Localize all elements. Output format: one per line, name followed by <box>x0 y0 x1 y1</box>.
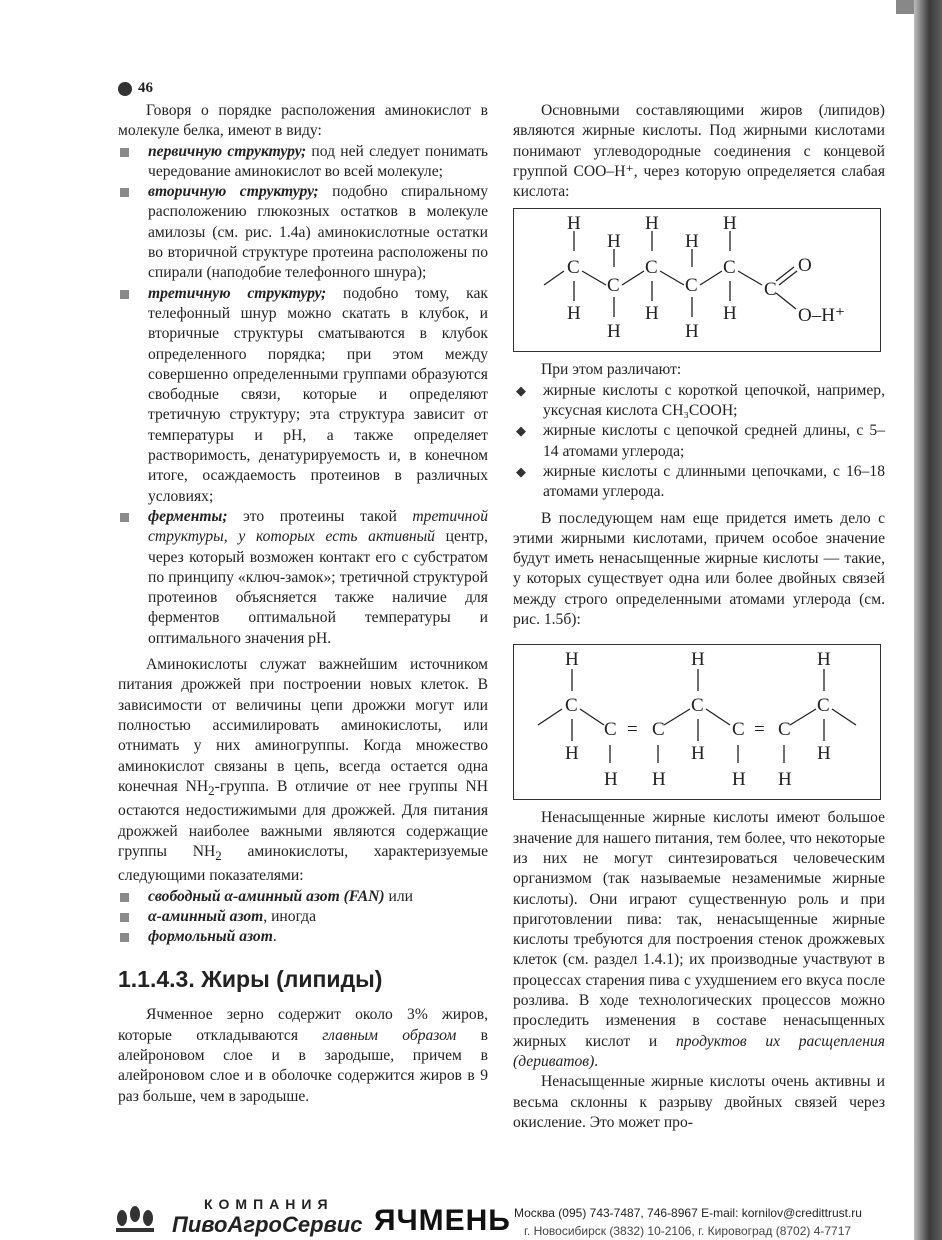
atom-label: H <box>604 769 618 791</box>
distinguish-label: При этом различают: <box>541 361 682 379</box>
fats-paragraph <box>118 1005 488 1106</box>
atom-label: C <box>723 257 736 279</box>
double-bond: = <box>627 719 638 741</box>
company-caption: КОМПАНИЯ <box>204 1196 334 1212</box>
fatty-acids-intro: Основными составляющими жиров (липидов) являются жирные кислоты. Под жирными кислотами понимают углеводородные соединения с концевой группой COO–H⁺, через которую определяется слабая кислота: <box>513 102 885 201</box>
atom-label: C <box>567 257 580 279</box>
list-item <box>513 381 885 422</box>
page-number-text: 46 <box>138 80 153 96</box>
brand-word: ЯЧМЕНЬ <box>374 1204 511 1237</box>
square-bullet-icon <box>120 933 129 942</box>
list-item-text: подобно спиральному расположению глюкозных остатков в молекуле амилозы (см. рис. 1.4а) аминокислотные остатки во вторичной структуре протеина расположены по спирали (наподобие телефонного шнура); <box>148 183 489 282</box>
atom-label: H <box>607 321 621 343</box>
list-item-text: жирные кислоты с цепочкой средней длины, с 5–14 атомами углерода; <box>543 422 885 460</box>
atom-label: O <box>798 255 812 277</box>
atom-label: C <box>652 719 665 741</box>
atom-label: C <box>607 275 620 297</box>
square-bullet-icon <box>120 188 129 197</box>
unsaturated-structure-diagram <box>514 645 880 799</box>
unsaturated-formula <box>513 644 881 800</box>
list-item <box>118 907 488 927</box>
diamond-bullet-icon: ◆ <box>516 382 526 398</box>
list-item-text: центр, через который возможен контакт его с субстратом по принципу «ключ-замок»; третичной структурой протеинов объясняется также наличие для ферментов оптимальной температуры и оптимального значения pH. <box>148 528 488 647</box>
atom-label: C <box>691 695 704 717</box>
list-item <box>513 421 885 462</box>
atom-label: H <box>645 303 659 325</box>
paragraph-text: Ненасыщенные жирные кислоты имеют большое значение для нашего питания, тем более, что некоторые из них не могут синтезироваться человеческим организмом (так называемые незаменимые жирные кислоты). Они играют существенную роль и при приготовлении пива: так, ненасыщенные жирные кислоты требуются для построения стенок дрожжевых клеток (см. раздел 1.4.1); их производные участвуют в процессах старения пива с ухудшением его вкуса после розлива. В ходе технологических процессов можно проследить изменения в составе ненасыщенных жирных кислот и <box>513 809 885 1050</box>
contact-line-secondary: г. Новосибирск (3832) 10-2106, г. Кировоград (8702) 4-7717 <box>524 1224 852 1238</box>
page-number-dot-icon <box>118 82 132 96</box>
atom-label: H <box>817 649 831 671</box>
term: формольный азот <box>148 928 273 946</box>
subscript: 2 <box>215 847 222 863</box>
subscript: 2 <box>208 782 215 798</box>
page-number <box>118 80 153 97</box>
square-bullet-icon <box>120 893 129 902</box>
atom-label: C <box>732 719 745 741</box>
term: свободный α-аминный азот (FAN) <box>148 887 385 905</box>
atom-label: H <box>817 743 831 765</box>
page-edge-fold <box>896 0 914 14</box>
paragraph-italic: продуктов их расщепления (дериватов) <box>513 1032 885 1070</box>
diamond-bullet-icon: ◆ <box>516 423 526 439</box>
square-bullet-icon <box>120 513 129 522</box>
list-item-text: под ней следует понимать чередование аминокислот во всей молекуле; <box>148 142 488 180</box>
term: третичную структуру; <box>148 284 327 302</box>
paragraph-text: -группа. В отличие от нее группы NH остаются недостижимыми для дрожжей. Для питания дрожжей наиболее важными являются содержащие группы NH <box>118 777 488 860</box>
fatty-acid-formula <box>513 208 881 352</box>
atom-label: C <box>685 275 698 297</box>
company-name: ПивоАгроСервис <box>172 1212 363 1237</box>
paragraph-text: . <box>594 1052 599 1070</box>
atom-label: H <box>565 743 579 765</box>
list-item <box>118 142 488 183</box>
atom-label: C <box>764 279 777 301</box>
list-item <box>118 182 488 283</box>
term: ферменты; <box>148 507 228 525</box>
paragraph-text: Ячменное зерно содержит около 3% жиров, которые откладываются <box>118 1006 488 1044</box>
atom-label: C <box>604 719 617 741</box>
atom-label: H <box>691 649 705 671</box>
atom-label: H <box>778 769 792 791</box>
atom-label: H <box>607 231 621 253</box>
oxidation-paragraph: Ненасыщенные жирные кислоты очень активны и весьма склонны к разрыву двойных связей через окисление. Это может про- <box>513 1073 885 1131</box>
right-column <box>513 101 885 1133</box>
atom-label: C <box>817 695 830 717</box>
list-item <box>513 462 885 503</box>
paragraph-text: Аминокислоты служат важнейшим источником питания дрожжей при построении новых клеток. В зависимости от величины цепи дрожжи могут или полностью ассимилировать аминокислоты, или отнимать у них аминогруппы. Когда множество аминокислот связаны в цепь, всегда остается одна конечная NH <box>118 656 488 795</box>
term: вторичную структуру; <box>148 183 319 201</box>
amino-acids-paragraph <box>118 655 488 886</box>
list-item-text: или <box>384 887 413 905</box>
chain-type-list <box>513 381 885 503</box>
atom-label: H <box>565 649 579 671</box>
atom-label: O–H⁺ <box>798 305 845 327</box>
intro-paragraph: Говоря о порядке расположения аминокислот в молекуле белка, имеют в виду: <box>118 102 488 140</box>
list-item-italic: третичной структуры, у которых есть активный <box>148 507 488 546</box>
atom-label: H <box>685 231 699 253</box>
term: первичную структуру; <box>148 142 307 160</box>
section-heading: 1.1.4.3. Жиры (липиды) <box>118 966 383 993</box>
list-item <box>118 887 488 907</box>
paragraph-text: аминокислоты, характеризуемые следующими показателями: <box>118 842 489 885</box>
list-item-text: это протеины такой <box>227 507 413 525</box>
unsaturated-importance-paragraph <box>513 808 885 1072</box>
term: α-аминный азот <box>148 907 264 925</box>
list-item <box>118 507 488 649</box>
list-item-text: . <box>272 928 277 946</box>
atom-label: H <box>645 213 659 235</box>
indicator-list <box>118 887 488 948</box>
list-item-text: , иногда <box>263 907 317 925</box>
structure-list <box>118 142 488 649</box>
diamond-bullet-icon: ◆ <box>516 463 526 479</box>
atom-label: H <box>567 303 581 325</box>
atom-label: H <box>723 303 737 325</box>
atom-label: C <box>645 257 658 279</box>
square-bullet-icon <box>120 290 129 299</box>
left-column <box>118 101 488 1107</box>
double-bond: = <box>754 719 765 741</box>
list-item-text: жирные кислоты с короткой цепочкой, например, уксусная кислота CH₃COOH; <box>543 381 885 420</box>
square-bullet-icon <box>120 913 129 922</box>
atom-label: H <box>652 769 666 791</box>
square-bullet-icon <box>120 148 129 157</box>
fatty-acid-structure-diagram <box>514 209 880 351</box>
atom-label: H <box>691 743 705 765</box>
atom-label: H <box>723 213 737 235</box>
atom-label: H <box>685 321 699 343</box>
list-item <box>118 927 488 947</box>
list-item <box>118 284 488 507</box>
atom-label: H <box>567 213 581 235</box>
atom-label: C <box>778 719 791 741</box>
list-item-text: подобно тому, как телефонный шнур можно скатать в клубок, и вторичные структуры сматываются в клубок определенного порядка; при этом между совершенно определенными группами образуются свободные связи, которые и определяют третичную структуру; эта структура зависит от температуры и pH, а также определяет растворимость, денатурируемость и, в конечном итоге, осаждаемость протеинов в различных условиях; <box>148 284 488 505</box>
page-edge-shadow <box>914 0 942 1240</box>
contact-line: Москва (095) 743-7487, 746-8967 E-mail: kornilov@credittrust.ru <box>514 1206 862 1220</box>
paragraph-text: в алейроновом слое и в зародыше, причем в алейроновом слое и в оболочке содержится жиров в 9 раз больше, чем в зародыше. <box>118 1026 489 1105</box>
atom-label: C <box>565 695 578 717</box>
list-item-text: жирные кислоты с длинными цепочками, с 16–18 атомами углерода. <box>543 462 885 501</box>
atom-label: H <box>732 769 746 791</box>
paragraph-italic: главным образом <box>322 1026 457 1044</box>
bond-lines <box>544 231 797 317</box>
unsaturated-intro: В последующем нам еще придется иметь дело с этими жирными кислотами, причем особое значение будут иметь ненасыщенные жирные кислоты — такие, у которых существует одна или более двойных связей между строго определенными атомами углерода (см. рис. 1.5б): <box>513 509 885 629</box>
publisher-footer <box>112 1196 892 1240</box>
atom-labels <box>567 213 845 342</box>
barley-logo-icon <box>112 1204 158 1234</box>
